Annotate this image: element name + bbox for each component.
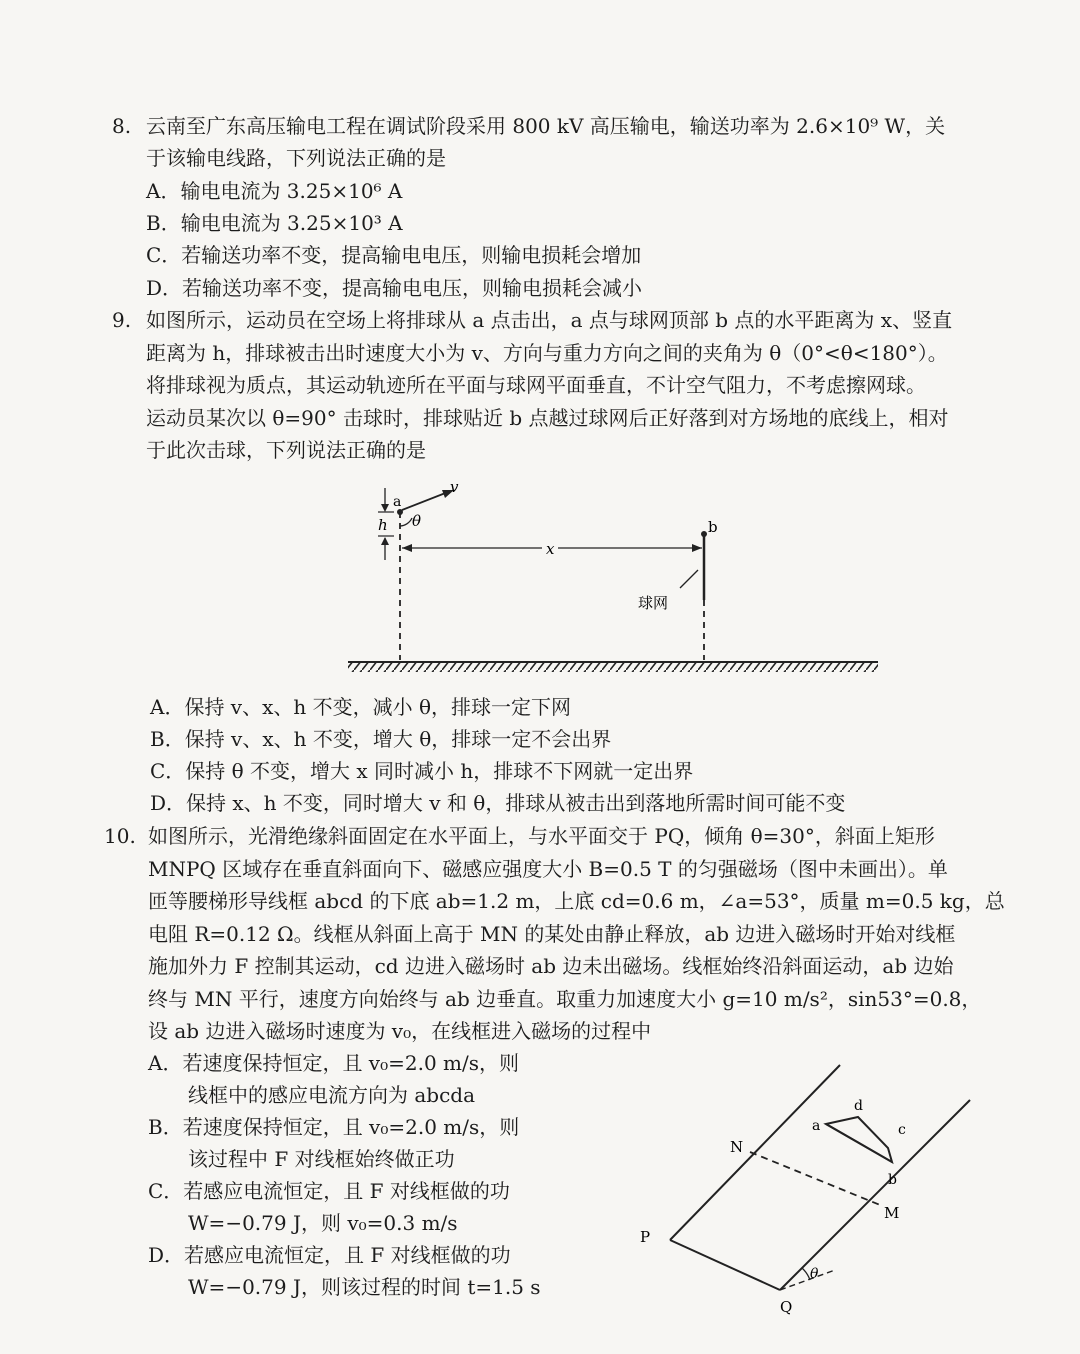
point-b: [701, 531, 707, 537]
q9-stem-line-1: 如图所示，运动员在空场上将排球从 a 点击出，a 点与球网顶部 b 点的水平距离为 x、竖直: [146, 308, 953, 332]
h-arrowhead-bottom: [381, 537, 389, 545]
q10-stem-line-4: 电阻 R=0.12 Ω。线框从斜面上高于 MN 的某处由静止释放，ab 边进入磁场时开始对线框: [148, 922, 956, 946]
q9-option-c: C．保持 θ 不变，增大 x 同时减小 h，排球不下网就一定出界: [150, 759, 694, 783]
q10-stem-line-6: 终与 MN 平行，速度方向始终与 ab 边垂直。取重力加速度大小 g=10 m/s²，sin53°=0.8，: [148, 987, 982, 1011]
q9-stem-line-2: 距离为 h，排球被击出时速度大小为 v、方向与重力方向之间的夹角为 θ（0°<θ<180°）。: [146, 341, 948, 365]
q10-option-d-line-1: D．若感应电流恒定，且 F 对线框做的功: [148, 1243, 511, 1267]
label-d-frame: d: [854, 1098, 863, 1114]
edge-pq: [670, 1240, 780, 1290]
q8-stem-line-1: 云南至广东高压输电工程在调试阶段采用 800 kV 高压输电，输送功率为 2.6×10⁹ W，关: [146, 114, 946, 138]
q10-option-a-line-1: A．若速度保持恒定，且 v₀=2.0 m/s，则: [148, 1051, 520, 1075]
volleyball-diagram: [330, 470, 890, 680]
q10-option-a-line-2: 线框中的感应电流方向为 abcda: [188, 1083, 476, 1107]
q10-option-b-line-1: B．若速度保持恒定，且 v₀=2.0 m/s，则: [148, 1115, 520, 1139]
q9-stem-line-4: 运动员某次以 θ=90° 击球时，排球贴近 b 点越过球网后正好落到对方场地的底线上，相对: [146, 406, 949, 430]
q10-number: 10.: [104, 824, 136, 848]
edge-left-long: [670, 1065, 840, 1240]
label-c-frame: c: [898, 1122, 906, 1138]
q8-option-a: A．输电电流为 3.25×10⁶ A: [146, 179, 403, 203]
edge-right-long: [780, 1100, 970, 1290]
q9-option-a: A．保持 v、x、h 不变，减小 θ，排球一定下网: [150, 695, 572, 719]
incline-diagram: [630, 1060, 980, 1320]
x-arrowhead-right: [692, 544, 702, 552]
horizontal-ref: [780, 1270, 835, 1290]
q8-option-d: D．若输送功率不变，提高输电电压，则输电损耗会减小: [146, 276, 643, 300]
q10-stem-line-7: 设 ab 边进入磁场时速度为 v₀，在线框进入磁场的过程中: [148, 1019, 652, 1043]
q9-option-b: B．保持 v、x、h 不变，增大 θ，排球一定不会出界: [150, 727, 612, 751]
q9-stem-line-5: 于此次击球，下列说法正确的是: [146, 438, 426, 462]
label-h: h: [378, 516, 388, 534]
q9-option-d: D．保持 x、h 不变，同时增大 v 和 θ，排球从被击出到落地所需时间可能不变: [150, 791, 846, 815]
q10-stem-line-3: 匝等腰梯形导线框 abcd 的下底 ab=1.2 m，上底 cd=0.6 m，∠a=53°，质量 m=0.5 kg，总: [148, 889, 1005, 913]
q10-stem-line-5: 施加外力 F 控制其运动，cd 边进入磁场时 ab 边未出磁场。线框始终沿斜面运动，ab 边始: [148, 954, 954, 978]
label-b-frame: b: [888, 1172, 897, 1188]
net-leader: [680, 570, 698, 588]
q9-number: 9.: [112, 308, 132, 332]
label-N: N: [730, 1138, 744, 1156]
q8-option-b: B．输电电流为 3.25×10³ A: [146, 211, 403, 235]
theta-arc: [400, 518, 412, 526]
label-P: P: [640, 1228, 651, 1246]
label-Q: Q: [780, 1298, 793, 1316]
q8-stem-line-2: 于该输电线路，下列说法正确的是: [146, 146, 446, 170]
q10-option-c-line-2: W=−0.79 J，则 v₀=0.3 m/s: [188, 1211, 458, 1235]
q10-stem-line-2: MNPQ 区域存在垂直斜面向下、磁感应强度大小 B=0.5 T 的匀强磁场（图中未画出）。单: [148, 857, 948, 881]
q8-number: 8.: [112, 114, 132, 138]
theta-arc-incline: [802, 1268, 810, 1280]
label-a-frame: a: [812, 1118, 821, 1134]
label-v: v: [450, 478, 459, 496]
q8-option-c: C．若输送功率不变，提高输电电压，则输电损耗会增加: [146, 243, 642, 267]
label-theta: θ: [412, 512, 422, 530]
x-arrowhead-left: [402, 544, 412, 552]
q10-option-c-line-1: C．若感应电流恒定，且 F 对线框做的功: [148, 1179, 510, 1203]
label-x: x: [546, 540, 555, 558]
label-theta-incline: θ: [810, 1266, 819, 1282]
ground-hatch: [348, 662, 878, 672]
q10-stem-line-1: 如图所示，光滑绝缘斜面固定在水平面上，与水平面交于 PQ，倾角 θ=30°，斜面上矩形: [148, 824, 935, 848]
label-net: 球网: [638, 594, 669, 612]
label-a: a: [393, 494, 402, 510]
h-arrowhead-top: [381, 504, 389, 512]
q10-option-b-line-2: 该过程中 F 对线框始终做正功: [188, 1147, 455, 1171]
q10-option-d-line-2: W=−0.79 J，则该过程的时间 t=1.5 s: [188, 1275, 541, 1299]
velocity-vector: [402, 492, 448, 510]
q9-stem-line-3: 将排球视为质点，其运动轨迹所在平面与球网平面垂直，不计空气阻力，不考虑擦网球。: [146, 373, 926, 397]
label-b: b: [708, 518, 718, 536]
label-M: M: [884, 1204, 900, 1222]
boundary-mn: [750, 1152, 880, 1205]
